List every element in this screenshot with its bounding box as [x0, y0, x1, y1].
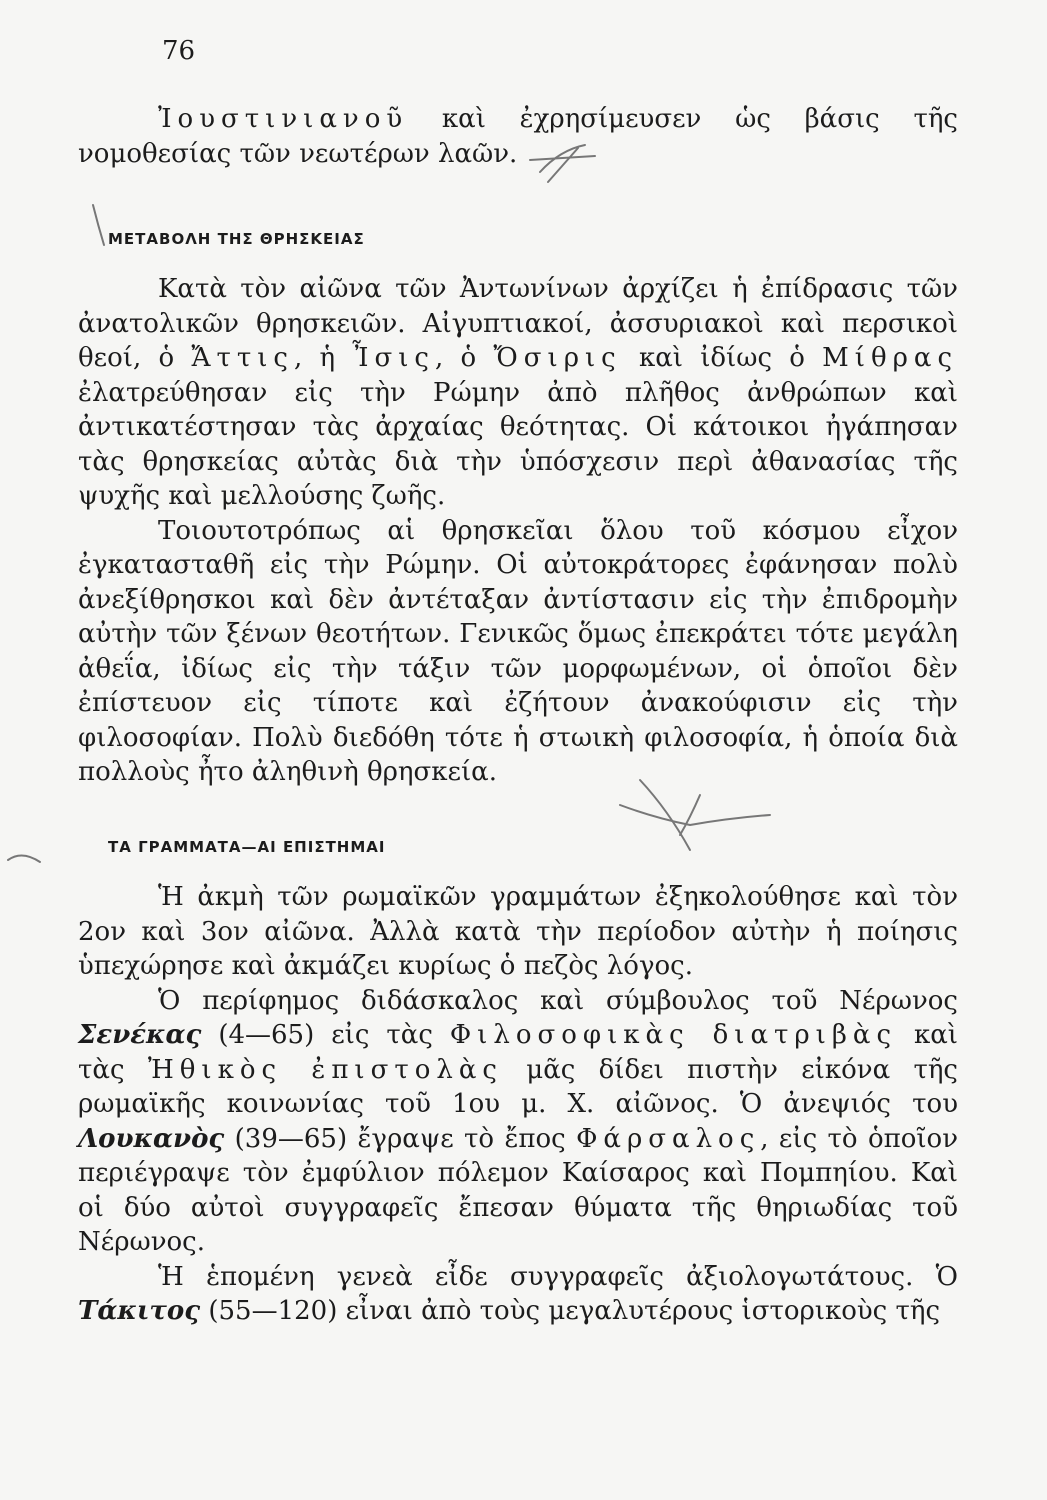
spaced-title: Φάρσαλος: [576, 1123, 761, 1154]
section-heading-letters: ΤΑ ΓΡΑΜΜΑΤΑ—ΑΙ ΕΠΙΣΤΗΜΑΙ: [108, 838, 386, 856]
section-heading-religion: ΜΕΤΑΒΟΛΗ ΤΗΣ ΘΡΗΣΚΕΙΑΣ: [108, 230, 365, 248]
spaced-name: Ἄττις: [191, 343, 294, 373]
paragraph: Τοιουτοτρόπως αἱ θρησκεῖαι ὅλου τοῦ κόσμου εἶχον ἐγκατασταθῆ εἰς τὴν Ρώμην. Οἱ αὐτοκράτορες ἐφάνησαν πολὺ ἀνεξίθρησκοι καὶ δὲν ἀντέταξαν ἀντίστασιν εἰς τὴν ἐπιδρομὴν αὐτὴν τῶν ξένων θεοτήτων. Γενικῶς ὅμως ἐπεκράτει τότε μεγάλη ἀθεΐα, ἰδίως εἰς τὴν τάξιν τῶν μορφωμένων, οἱ ὁποῖοι δὲν ἐπίστευον εἰς τίποτε καὶ ἐζήτουν ἀνακούφισιν εἰς τὴν φιλοσοφίαν. Πολὺ διεδόθη τότε ἡ στωικὴ φιλοσοφία, ἡ ὁποία διὰ πολλοὺς ἦτο ἀληθινὴ θρησκεία.: [78, 515, 958, 787]
spaced-title: Φιλοσοφικὰς διατριβὰς: [449, 1020, 898, 1050]
paragraph: Κατὰ τὸν αἰῶνα τῶν Ἀντωνίνων ἀρχίζει ἡ ἐπίδρασις τῶν ἀνατολικῶν θρησκειῶν. Αἰγυπτιακοί, ἀσσυριακοὶ καὶ περσικοὶ θεοί, ὁ Ἄττις, ἡ Ἶσις, ὁ Ὄσιρις καὶ ἰδίως ὁ Μίθρας ἐλατρεύθησαν εἰς τὴν Ρώμην ἀπὸ πλῆθος ἀνθρώπων καὶ ἀντικατέστησαν τὰς ἀρχαίας θεότητας. Οἱ κάτοικοι ἠγάπησαν τὰς θρησκείας αὐτὰς διὰ τὴν ὑπόσχεσιν περὶ ἀθανασίας τῆς ψυχῆς καὶ μελλούσης ζωῆς.: [78, 274, 959, 511]
section-religion-body: [78, 272, 958, 790]
spaced-name-justinian: Ἰουστινιανοῦ: [158, 104, 409, 134]
pencil-mark-7: [680, 795, 700, 835]
name-seneca: Σενέκας: [78, 1020, 202, 1050]
name-lucan: Λουκανὸς: [78, 1123, 225, 1154]
name-tacitus: Τάκιτος: [78, 1296, 201, 1326]
pencil-mark-4: [93, 205, 104, 245]
pencil-mark-8: [8, 855, 40, 862]
section-letters-body: [78, 880, 958, 1329]
spaced-name: Ἶσις: [352, 343, 435, 373]
spaced-name: Ὄσιρις: [493, 343, 622, 373]
spaced-title: Ἠθικὸς ἐπιστολὰς: [147, 1054, 503, 1085]
spaced-name: Μίθρας: [822, 343, 959, 373]
paragraph: Ἡ ἑπομένη γενεὰ εἶδε συγγραφεῖς ἀξιολογωτάτους. Ὁ Τάκιτος (55—120) εἶναι ἀπὸ τοὺς μεγαλυτέρους ἱστορικοὺς τῆς: [78, 1261, 958, 1326]
page-number: 76: [162, 36, 196, 66]
paragraph: Ἰουστινιανοῦ καὶ ἐχρησίμευσεν ὡς βάσις τῆς νομοθεσίας τῶν νεωτέρων λαῶν.: [78, 104, 958, 169]
continuation-text: [78, 102, 958, 171]
pencil-mark-5: [620, 805, 770, 825]
pencil-mark-6: [640, 780, 690, 850]
paragraph: Ὁ περίφημος διδάσκαλος καὶ σύμβουλος τοῦ Νέρωνος Σενέκας (4—65) εἰς τὰς Φιλοσοφικὰς διατριβὰς καὶ τὰς Ἠθικὸς ἐπιστολὰς μᾶς δίδει πιστὴν εἰκόνα τῆς ρωμαϊκῆς κοινωνίας τοῦ 1ου μ. Χ. αἰῶνος. Ὁ ἀνεψιός του Λουκανὸς (39—65) ἔγραψε τὸ ἔπος Φάρσαλος, εἰς τὸ ὁποῖον περιέγραψε τὸν ἐμφύλιον πόλεμον Καίσαρος καὶ Πομπηίου. Καὶ οἱ δύο αὐτοὶ συγγραφεῖς ἔπεσαν θύματα τῆς θηριωδίας τοῦ Νέρωνος.: [78, 985, 958, 1257]
paragraph: Ἡ ἀκμὴ τῶν ρωμαϊκῶν γραμμάτων ἐξηκολούθησε καὶ τὸν 2ον καὶ 3ον αἰῶνα. Ἀλλὰ κατὰ τὴν περίοδον αὐτὴν ἡ ποίησις ὑπεχώρησε καὶ ἀκμάζει κυρίως ὁ πεζὸς λόγος.: [78, 882, 958, 981]
